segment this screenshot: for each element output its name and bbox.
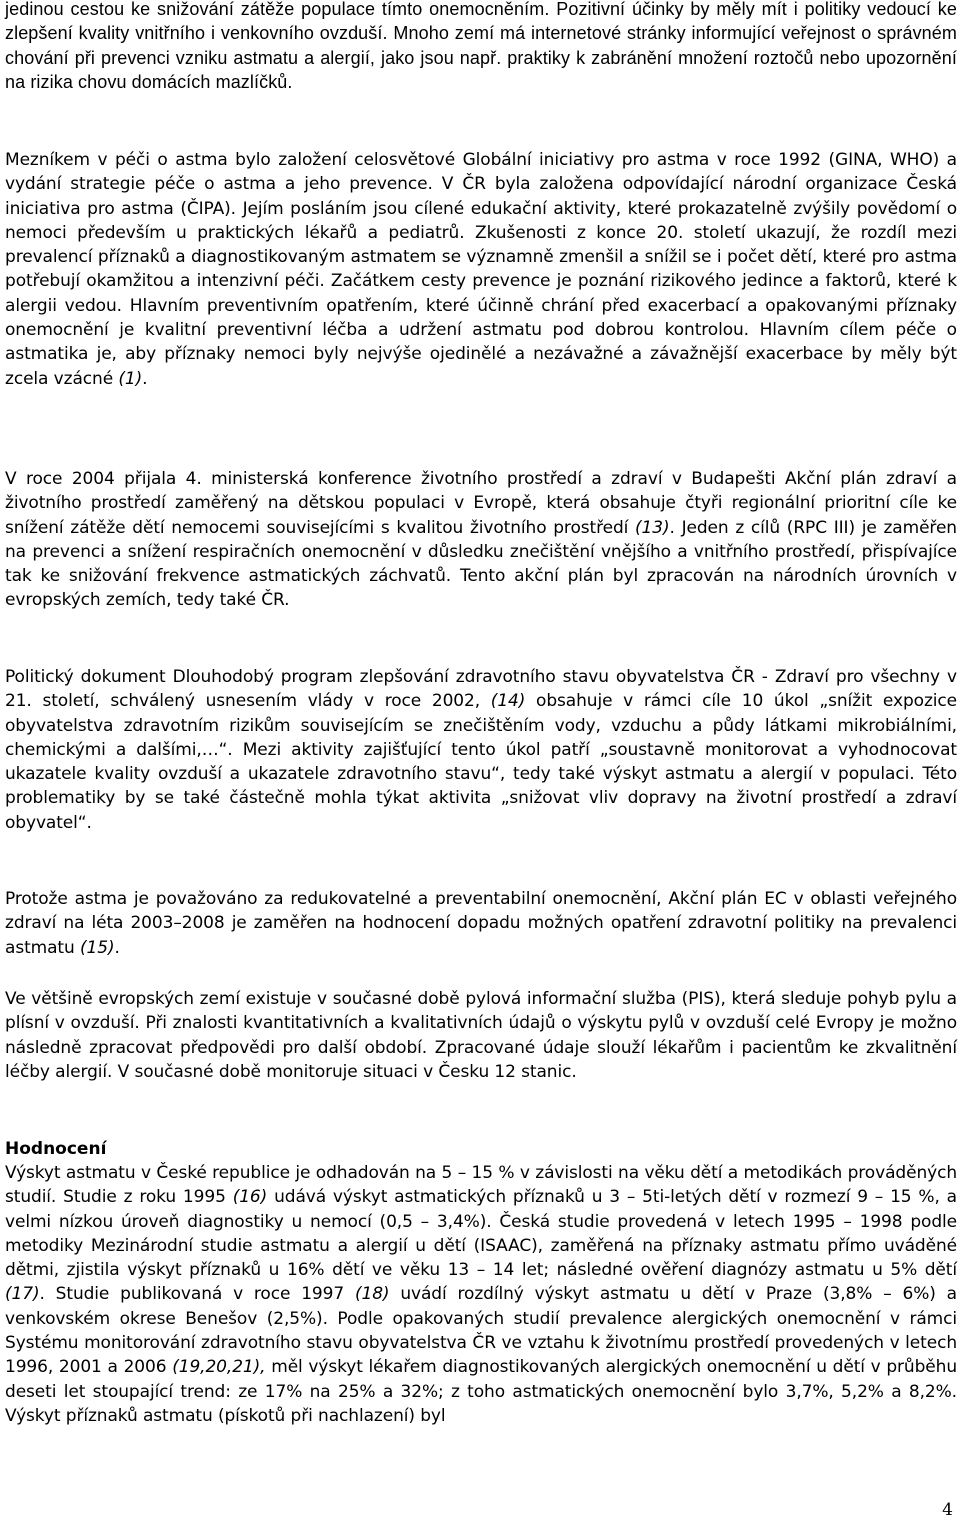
paragraph-text: V roce 2004 přijala 4. ministerská konference životního prostředí a zdraví v Budapešti Akční plán zdraví a životního prostředí zaměřený na dětskou populaci v Evropě, která obsahuje čtyři regionální prioritní cíle ke snížení zátěže dětí nemocemi souvisejícími s kvalitou životního prostředí [5, 469, 957, 538]
paragraph-budapest [5, 467, 957, 613]
paragraph-text: . Jeden z cílů (RPC III) je zaměřen na prevenci a snížení respiračních onemocnění v důsledku znečištění vnějšího a vnitřního prostředí, přispívajíce tak ke snižování frekvence astmatických záchvatů. Tento akční plán byl zpracován na národních úrovních v evropských zemích, tedy také ČR. [5, 517, 957, 611]
citation: (14) [490, 691, 526, 712]
paragraph-text: Protože astma je považováno za redukovatelné a preventabilní onemocnění, Akční plán EC v oblasti veřejného zdraví na léta 2003–2008 je zaměřen na hodnocení dopadu možných opatření zdravotní politiky na prevalenci astmatu [5, 889, 957, 958]
paragraph-text: udává výskyt astmatických příznaků u 3 – 5ti-letých dětí v rozmezí 9 – 15 %, a velmi nízkou úroveň diagnostiky u nemocí (0,5 – 3,4%). Česká studie provedená v letech 1995 – 1998 podle metodiky Mezinárodní studie astmatu a alergií u dětí (ISAAC), zaměřená na příznaky astmatu přímo uváděné dětmi, zjistila výskyt příznaků u 16% dětí ve věku 13 – 14 let; následné ověření diagnózy astmatu u 5% dětí [5, 1187, 957, 1281]
paragraph-text: . Studie publikovaná v roce 1997 [39, 1284, 345, 1305]
citation: (19,20,21), [172, 1357, 266, 1378]
paragraph-text: jedinou cestou ke snižování zátěže populace tímto onemocněním. Pozitivní účinky by měly mít i politiky vedoucí ke zlepšení kvality vnitřního i venkovního ovzduší. Mnoho zemí má internetové stránky informující veřejnost o správném chování při prevenci vzniku astmatu a alergií, jako jsou např. praktiky k zabránění množení roztočů nebo upozornění na rizika chovu domácích mazlíčků. [5, 0, 957, 92]
paragraph-text: Mezníkem v péči o astma bylo založení celosvětové Globální iniciativy pro astma v roce 1992 (GINA, WHO) a vydání strategie péče o astma a jeho prevence. V ČR byla založena odpovídající národní organizace Česká iniciativa pro astma (ČIPA). Jejím posláním jsou cílené edukační aktivity, které prokazatelně zvýšily povědomí o nemoci především u praktických lékařů a pediatrů. Zkušenosti z konce 20. století ukazují, že rozdíl mezi prevalencí příznaků a diagnostikovaným astmatem se významně zmenšil a snížil se i počet dětí, které pro astma potřebují okamžitou a intenzivní péči. Začátkem cesty prevence je poznání rizikového jedince a faktorů, které k alergii vedou. Hlavním preventivním opatřením, které účinně chrání před exacerbací a opakovanými příznaky onemocnění je kvalitní preventivní léčba a udržení astmatu pod dobrou kontrolou. Hlavním cílem péče o astmatika je, aby příznaky nemoci byly nejvýše ojedinělé a nezávažné a závažnější exacerbace by měly být zcela vzácné [5, 150, 957, 389]
citation: (17) [5, 1284, 40, 1305]
paragraph-gina [5, 148, 957, 391]
paragraph-intro-continuation [5, 0, 957, 94]
paragraph-text: obsahuje v rámci cíle 10 úkol „snížit expozice obyvatelstva zdravotním rizikům souvisejícím se znečištěním vody, vzduchu a půdy látkami mikrobiálními, chemickými a dalšími,…“. Mezi aktivity zajišťující tento úkol patří „soustavně monitorovat a vyhodnocovat ukazatele kvality ovzduší a ukazatele zdravotního stavu“, tedy také výskyt astmatu a alergií v populaci. Této problematiky by se také částečně mohla týkat aktivita „snižovat vliv dopravy na životní prostředí a zdraví obyvatel“. [5, 691, 957, 833]
paragraph-text: Politický dokument Dlouhodobý program zlepšování zdravotního stavu obyvatelstva ČR - Zdraví pro všechny v 21. století, schválený usnesením vlády v roce 2002, [5, 667, 957, 712]
paragraph-ec-action-plan [5, 887, 957, 960]
section-heading: Hodnocení [5, 1139, 107, 1159]
document-page [5, 0, 957, 1524]
paragraph-text: Výskyt astmatu v České republice je odhadován na 5 – 15 % v závislosti na věku dětí a metodikách prováděných studií. Studie z roku 1995 [5, 1163, 957, 1208]
paragraph-text: měl výskyt lékařem diagnostikovaných alergických onemocnění u dětí v průběhu deseti let stoupající trend: ze 17% na 25% a 32%; z toho astmatických onemocnění bylo 3,7%, 5,2% a 8,2%. Výskyt příznaků astmatu (pískotů při nachlazení) byl [5, 1357, 957, 1426]
paragraph-pollen-service [5, 987, 957, 1084]
citation: (1) [118, 368, 143, 389]
citation: (18) [354, 1284, 390, 1305]
citation: (16) [232, 1187, 268, 1208]
page-number: 4 [942, 1500, 953, 1520]
paragraph-health-program [5, 665, 957, 835]
citation: (15) [79, 937, 115, 958]
paragraph-text: Ve většině evropských zemí existuje v současné době pylová informační služba (PIS), která sleduje pohyb pylu a plísní v ovzduší. Při znalosti kvantitativních a kvalitativních údajů o výskytu pylů v ovzduší celé Evropy je možno následně zpracovat předpovědi pro další období. Zpracované údaje slouží lékařům i pacientům ke zkvalitnění léčby alergií. V současné době monitoruje situaci v Česku 12 stanic. [5, 989, 957, 1082]
citation: (13) [635, 517, 670, 538]
paragraph-assessment [5, 1161, 957, 1428]
paragraph-text: . [114, 937, 120, 958]
paragraph-text: uvádí rozdílný výskyt astmatu u dětí v Praze (3,8% – 6%) a venkovském okrese Benešov (2,5%). Podle opakovaných studií prevalence alergických onemocnění v rámci Systému monitorování zdravotního stavu obyvatelstva ČR ve vztahu k životnímu prostředí provedených v letech 1996, 2001 a 2006 [5, 1284, 957, 1378]
paragraph-text: . [142, 368, 148, 389]
